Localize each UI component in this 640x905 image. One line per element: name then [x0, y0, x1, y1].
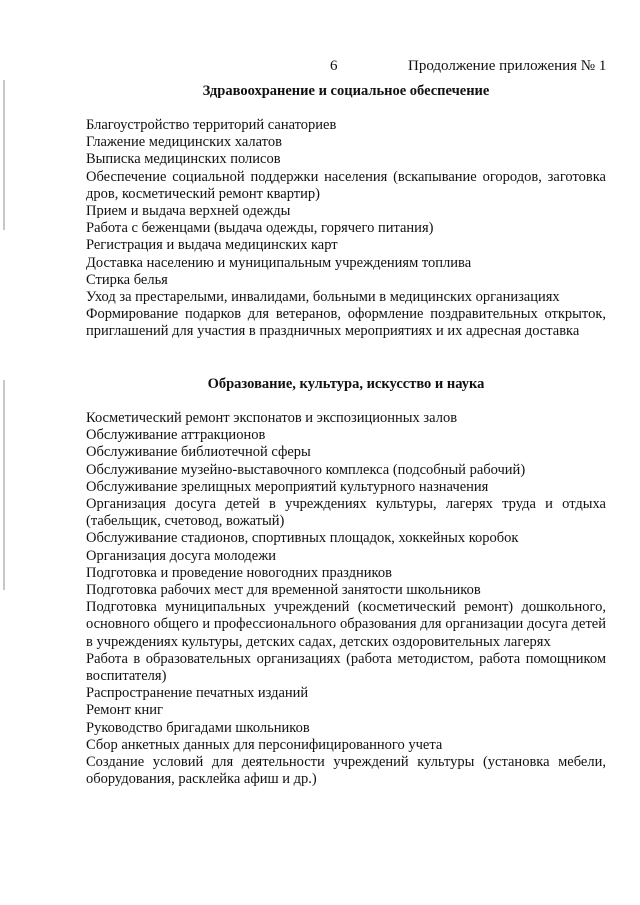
list-item: Организация досуга молодежи	[86, 547, 276, 564]
list-item: Косметический ремонт экспонатов и экспозиционных залов	[86, 410, 458, 426]
list-item: Доставка населению и муниципальным учреждениям топлива	[86, 254, 472, 271]
list-item: Обслуживание аттракционов	[86, 427, 266, 444]
list-item: Обслуживание зрелищных мероприятий культурного назначения	[86, 478, 489, 495]
list-item: Обслуживание музейно-выставочного комплекса (подсобный рабочий)	[86, 461, 526, 478]
list-item: Глажение медицинских халатов	[86, 134, 282, 151]
list-item: Создание условий для деятельности учреждений культуры (установка мебели, оборудования, расклейка афиш и др.)	[86, 754, 606, 788]
list-item: Сбор анкетных данных для персонифицированного учета	[86, 736, 443, 753]
list-item: Работа с беженцами (выдача одежды, горячего питания)	[86, 220, 434, 237]
list-item: Распространение печатных изданий	[86, 685, 309, 702]
list-item: Прием и выдача верхней одежды	[86, 203, 291, 220]
list-item: Организация досуга детей в учреждениях культуры, лагерях труда и отдыха (табельщик, счетовод, вожатый)	[86, 496, 606, 530]
list-item: Уход за престарелыми, инвалидами, больными в медицинских организациях	[86, 289, 560, 306]
list-item: Подготовка и проведение новогодних праздников	[86, 564, 392, 581]
section-list-education-culture	[86, 410, 606, 788]
section-title-healthcare: Здравоохранение и социальное обеспечение	[202, 83, 490, 99]
scan-margin-marks	[3, 0, 7, 905]
list-item: Стирка белья	[86, 271, 168, 288]
section-title-education-culture: Образование, культура, искусство и наука	[207, 376, 485, 392]
list-item: Обеспечение социальной поддержки населения (вскапывание огородов, заготовка дров, косметический ремонт квартир)	[86, 168, 606, 202]
scan-mark	[3, 380, 5, 590]
list-item: Обслуживание стадионов, спортивных площадок, хоккейных коробок	[86, 530, 519, 547]
list-item: Регистрация и выдача медицинских карт	[86, 237, 338, 254]
section-list-healthcare	[86, 117, 606, 341]
page-header	[0, 58, 640, 78]
list-item: Подготовка муниципальных учреждений (косметический ремонт) дошкольного, основного общего и профессионального образования для организации досуга детей в учреждениях культуры, детских садах, детских оздоровительных лагерях	[86, 599, 606, 650]
list-item: Обслуживание библиотечной сферы	[86, 444, 311, 461]
list-item: Руководство бригадами школьников	[86, 719, 310, 736]
list-item: Работа в образовательных организациях (работа методистом, работа помощником воспитателя)	[86, 650, 606, 685]
list-item: Благоустройство территорий санаториев	[86, 117, 337, 133]
appendix-continuation-label: Продолжение приложения № 1	[408, 58, 607, 74]
list-item: Выписка медицинских полисов	[86, 151, 281, 168]
scan-mark	[3, 80, 5, 230]
list-item: Подготовка рабочих мест для временной занятости школьников	[86, 582, 481, 599]
list-item: Ремонт книг	[86, 702, 163, 719]
page-number: 6	[330, 58, 338, 74]
list-item: Формирование подарков для ветеранов, оформление поздравительных открыток, приглашений для участия в праздничных мероприятиях и их адресная доставка	[86, 306, 606, 340]
